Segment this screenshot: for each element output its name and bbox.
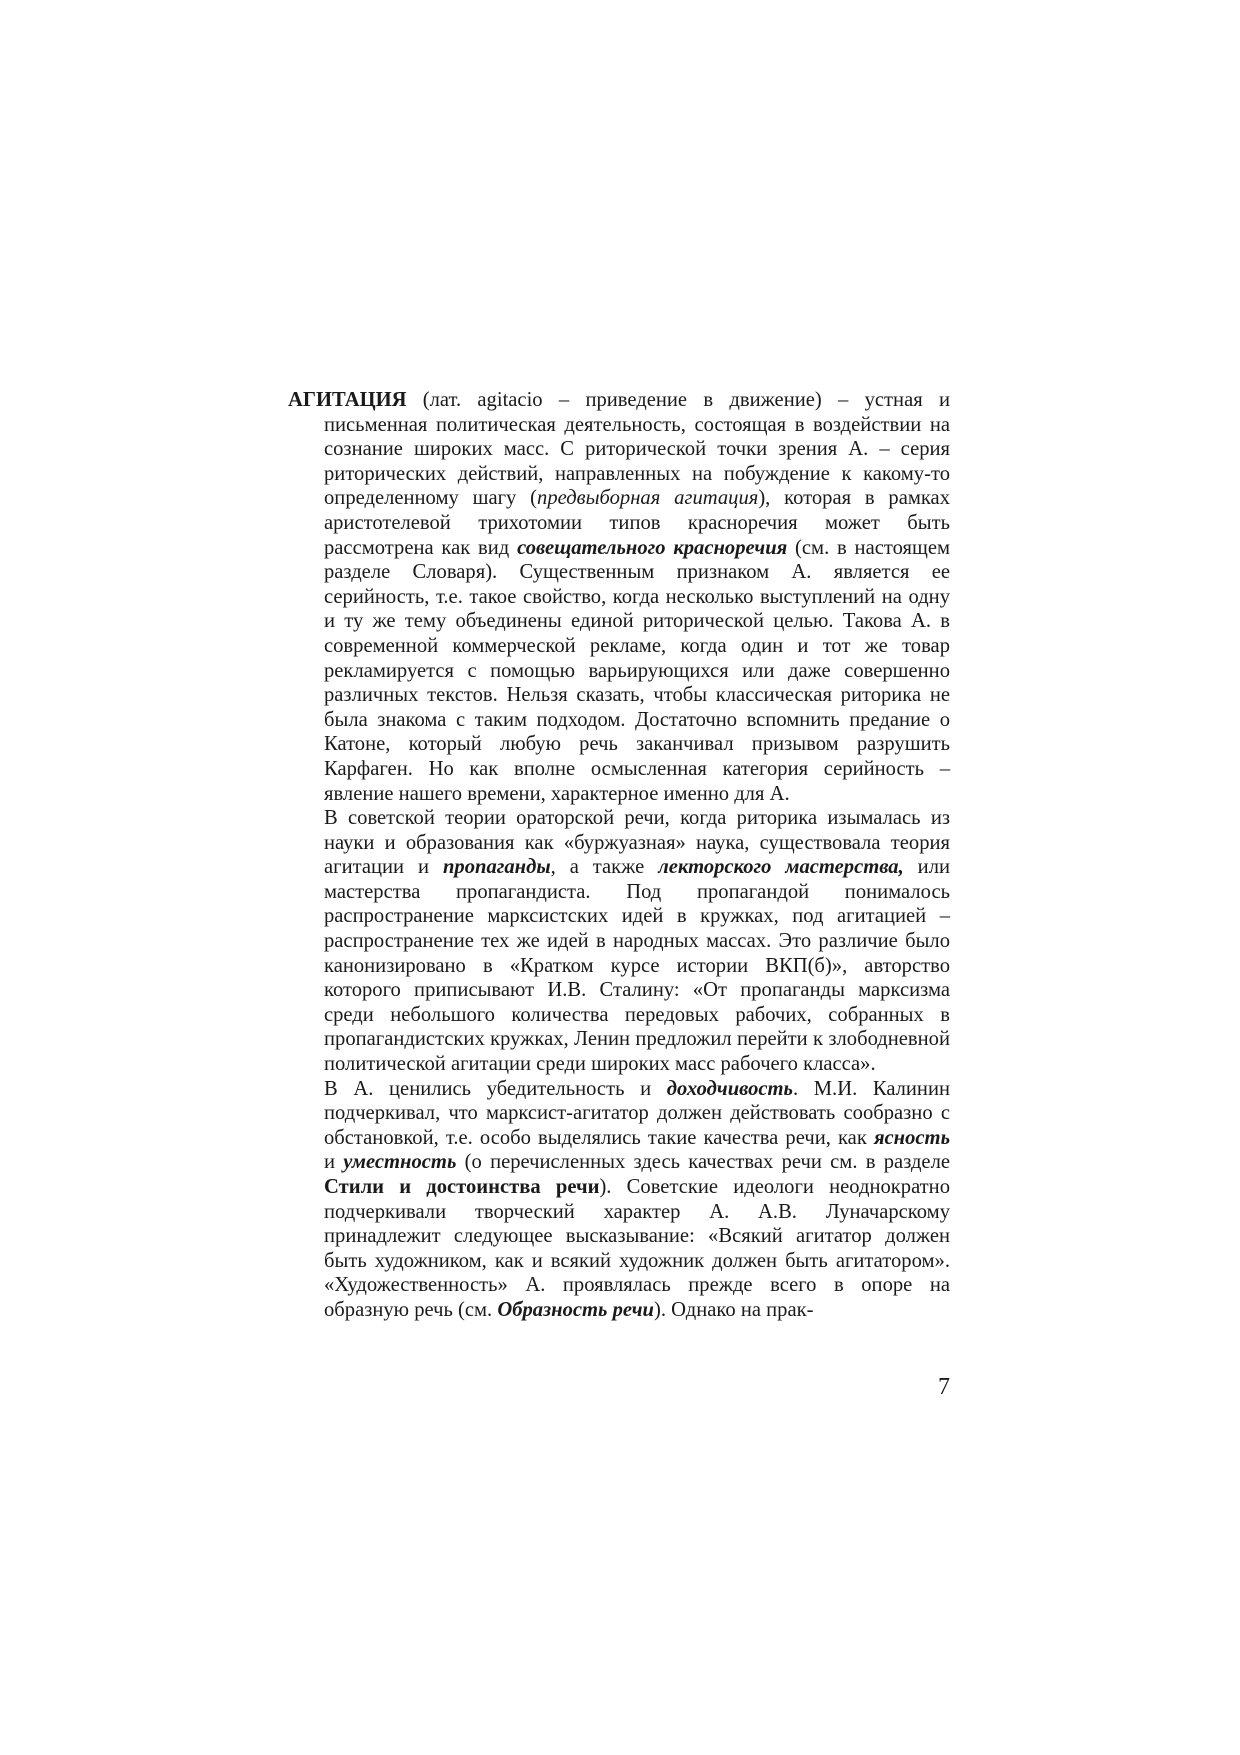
text-run: ). Однако на прак- xyxy=(654,1298,814,1321)
text-run: и xyxy=(324,1151,344,1174)
dictionary-entry-agitation xyxy=(288,388,950,1323)
text-run: В советской теории ораторской речи, когда риторика изымалась из науки и образования как «буржуазная» наука, существовала теория агитации и xyxy=(324,807,950,879)
text-run: . М.И. Калинин подчеркивал, что марксист-агитатор должен действовать сообразно с обстановкой, т.е. особо выделялись такие качества речи, как xyxy=(324,1077,950,1149)
cross-reference-term: пропаганды xyxy=(442,856,551,879)
text-run: ). Советские идеологи неоднократно подчеркивали творческий характер А. А.В. Луначарскому принадлежит следующее высказывание: «Всякий агитатор должен быть художником, как и всякий художник должен быть агитатором». «Художественность» А. проявлялась прежде всего в опоре на образную речь (см. xyxy=(324,1176,950,1321)
text-run: (о перечисленных здесь качествах речи см. в разделе xyxy=(456,1151,950,1174)
text-run: (лат. agitacio – приведение в движение) – устная и письменная политическая деятельность, состоящая в воздействии на сознание широких масс. С риторической точки зрения А. – серия риторических действий, направленных на побуждение к какому-то определенному шагу ( xyxy=(324,389,950,510)
cross-reference-term: совещательного красноречия xyxy=(517,536,788,559)
entry-paragraph-soviet-theory xyxy=(288,806,950,1077)
cross-reference-term: Образность речи xyxy=(497,1298,655,1321)
text-run: (см. в настоящем разделе Словаря). Существенным признаком А. является ее серийность, т.е. такое свойство, когда несколько выступлений на одну и ту же тему объединены единой риторической целью. Такова А. в современной коммерческой рекламе, когда один и тот же товар рекламируется с помощью варьирующихся или даже совершенно различных текстов. Нельзя сказать, чтобы классическая риторика не была знакома с таким подходом. Достаточно вспомнить предание о Катоне, который любую речь заканчивал призывом разрушить Карфаген. Но как вполне осмысленная категория серийность – явление нашего времени, характерное именно для А. xyxy=(324,536,950,805)
text-run: ), которая в рамках аристотелевой трихотомии типов красноречия может быть рассмотрена как вид xyxy=(324,487,950,559)
cross-reference-term: ясность xyxy=(873,1126,950,1149)
term-italic: предвыборная агитация xyxy=(537,487,759,510)
section-reference: Стили и достоинства речи xyxy=(324,1176,600,1198)
cross-reference-term: доходчивость xyxy=(666,1077,793,1100)
entry-headword: АГИТАЦИЯ xyxy=(288,389,407,411)
text-run: , а также xyxy=(550,856,659,879)
text-run: В А. ценились убедительность и xyxy=(324,1077,667,1100)
entry-paragraph-definition xyxy=(288,388,950,806)
cross-reference-term: уместность xyxy=(343,1151,457,1174)
page-number: 7 xyxy=(938,1374,950,1400)
cross-reference-term: лекторского мастерства, xyxy=(658,856,904,879)
text-run: или мастерства пропагандиста. Под пропагандой понималось распространение марксистских идей в кружках, под агитацией – распространение тех же идей в народных массах. Это различие было канонизировано в «Кратком курсе истории ВКП(б)», авторство которого приписывают И.В. Сталину: «От пропаганды марксизма среди небольшого количества передовых рабочих, собранных в пропагандистских кружках, Ленин предложил перейти к злободневной политической агитации среди широких масс рабочего класса». xyxy=(324,856,951,1076)
entry-paragraph-qualities xyxy=(288,1077,950,1323)
